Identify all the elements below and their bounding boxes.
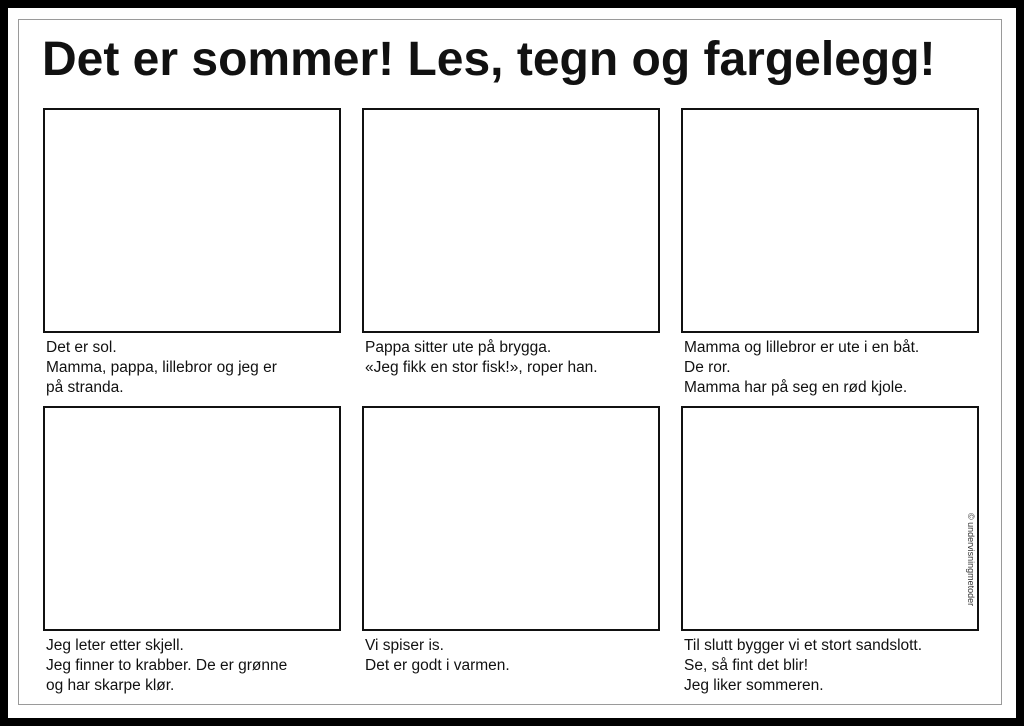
story-panel-6	[681, 406, 979, 696]
caption-line: Mamma har på seg en rød kjole.	[684, 379, 908, 396]
caption-line: De ror.	[684, 359, 731, 376]
caption-line: Jeg leter etter skjell.	[46, 637, 184, 654]
caption-line: Det er sol.	[46, 339, 117, 356]
caption-line: Mamma, pappa, lillebror og jeg er	[46, 359, 277, 376]
story-panel-4	[43, 406, 341, 696]
story-panel-5	[362, 406, 660, 676]
caption-1	[43, 338, 341, 398]
page-title: Det er sommer! Les, tegn og fargelegg!	[42, 33, 936, 86]
caption-line: Pappa sitter ute på brygga.	[365, 339, 552, 356]
story-panel-1	[43, 108, 341, 398]
caption-line: Jeg liker sommeren.	[684, 677, 824, 694]
caption-6	[681, 636, 979, 696]
story-panel-3	[681, 108, 979, 398]
caption-line: Vi spiser is.	[365, 637, 444, 654]
story-panel-2	[362, 108, 660, 378]
caption-line: Se, så fint det blir!	[684, 657, 809, 674]
drawing-box-5[interactable]	[362, 406, 660, 631]
drawing-box-2[interactable]	[362, 108, 660, 333]
drawing-box-1[interactable]	[43, 108, 341, 333]
caption-line: Det er godt i varmen.	[365, 657, 510, 674]
caption-3	[681, 338, 979, 398]
caption-line: på stranda.	[46, 379, 124, 396]
copyright-text: © undervisningmetoder	[966, 513, 976, 607]
caption-line: og har skarpe klør.	[46, 677, 175, 694]
caption-2	[362, 338, 660, 378]
caption-line: Mamma og lillebror er ute i en båt.	[684, 339, 920, 356]
caption-5	[362, 636, 660, 676]
caption-4	[43, 636, 341, 696]
caption-line: Til slutt bygger vi et stort sandslott.	[684, 637, 923, 654]
worksheet-page	[8, 8, 1016, 718]
caption-line: «Jeg fikk en stor fisk!», roper han.	[365, 359, 598, 376]
drawing-box-6[interactable]	[681, 406, 979, 631]
drawing-box-4[interactable]	[43, 406, 341, 631]
drawing-box-3[interactable]	[681, 108, 979, 333]
caption-line: Jeg finner to krabber. De er grønne	[46, 657, 288, 674]
